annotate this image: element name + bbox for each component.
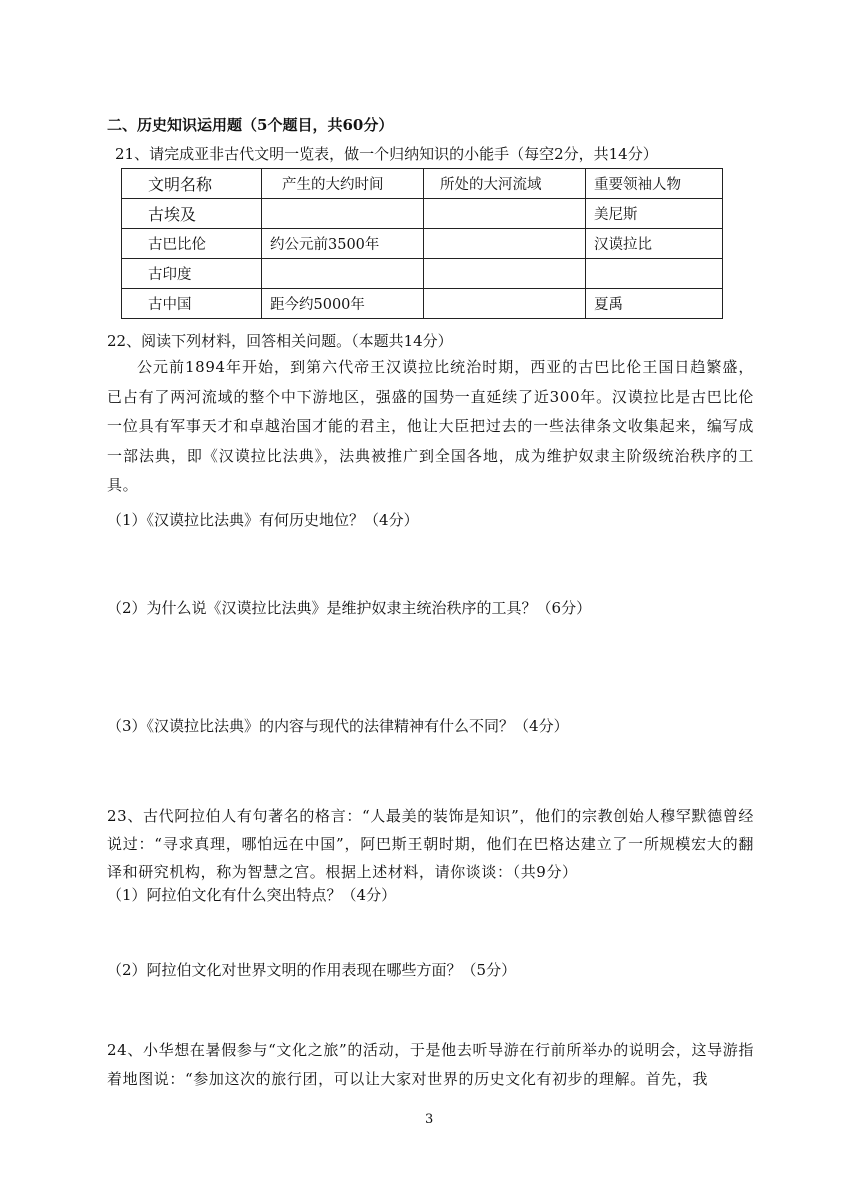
table-row xyxy=(122,229,723,259)
section-title: 二、历史知识运用题（5个题目，共60分） xyxy=(107,116,394,134)
table-cell xyxy=(424,259,586,289)
question-22-prompt: 22、阅读下列材料，回答相关问题。（本题共14分） xyxy=(107,332,453,350)
question-21-prompt: 21、请完成亚非古代文明一览表，做一个归纳知识的小能手（每空2分，共14分） xyxy=(115,145,658,163)
table-header-row xyxy=(122,169,723,199)
table-cell: 古中国 xyxy=(122,289,262,319)
table-cell xyxy=(262,199,424,229)
table-cell xyxy=(424,199,586,229)
table-cell xyxy=(424,289,586,319)
table-cell xyxy=(424,229,586,259)
table-row xyxy=(122,199,723,229)
table-cell xyxy=(586,259,723,289)
table-cell xyxy=(262,259,424,289)
table-row xyxy=(122,289,723,319)
table-header-cell: 所处的大河流域 xyxy=(424,169,586,199)
table-cell: 汉谟拉比 xyxy=(586,229,723,259)
question-23-prompt: 23、古代阿拉伯人有句著名的格言：“人最美的装饰是知识”，他们的宗教创始人穆罕默德曾经说过：“寻求真理，哪怕远在中国”，阿巴斯王朝时期，他们在巴格达建立了一所规模宏大的翻译和研究机构，称为智慧之宫。根据上述材料，请你谈谈：（共9分） xyxy=(107,807,754,881)
table-header-cell: 产生的大约时间 xyxy=(262,169,424,199)
table-row xyxy=(122,259,723,289)
table-cell: 距今约5000年 xyxy=(262,289,424,319)
table-cell: 古印度 xyxy=(122,259,262,289)
question-24-prompt: 24、小华想在暑假参与“文化之旅”的活动，于是他去听导游在行前所举办的说明会，这导游指着地图说：“参加这次的旅行团，可以让大家对世界的历史文化有初步的理解。首先，我 xyxy=(107,1041,754,1088)
table-header-cell: 文明名称 xyxy=(122,169,262,199)
civilization-table xyxy=(121,168,723,319)
table-cell: 古埃及 xyxy=(122,199,262,229)
question-22-sub-2: （2）为什么说《汉谟拉比法典》是维护奴隶主统治秩序的工具？（6分） xyxy=(107,599,592,617)
question-22-sub-3: （3）《汉谟拉比法典》的内容与现代的法律精神有什么不同？（4分） xyxy=(107,717,569,735)
table-cell: 美尼斯 xyxy=(586,199,723,229)
question-23-sub-1: （1）阿拉伯文化有什么突出特点？（4分） xyxy=(107,886,397,904)
table-cell: 夏禹 xyxy=(586,289,723,319)
question-22-sub-1: （1）《汉谟拉比法典》有何历史地位？（4分） xyxy=(107,511,419,529)
page-number: 3 xyxy=(425,1112,434,1127)
question-23-sub-2: （2）阿拉伯文化对世界文明的作用表现在哪些方面？（5分） xyxy=(107,961,517,979)
table-cell: 古巴比伦 xyxy=(122,229,262,259)
question-22-material: 公元前1894年开始，到第六代帝王汉谟拉比统治时期，西亚的古巴比伦王国日趋繁盛，已占有了两河流域的整个中下游地区，强盛的国势一直延续了近300年。汉谟拉比是古巴比伦一位具有军事天才和卓越治国才能的君主，他让大臣把过去的一些法律条文收集起来，编写成一部法典，即《汉谟拉比法典》，法典被推广到全国各地，成为维护奴隶主阶级统治秩序的工具。 xyxy=(107,358,754,494)
table-cell: 约公元前3500年 xyxy=(262,229,424,259)
table-header-cell: 重要领袖人物 xyxy=(586,169,723,199)
